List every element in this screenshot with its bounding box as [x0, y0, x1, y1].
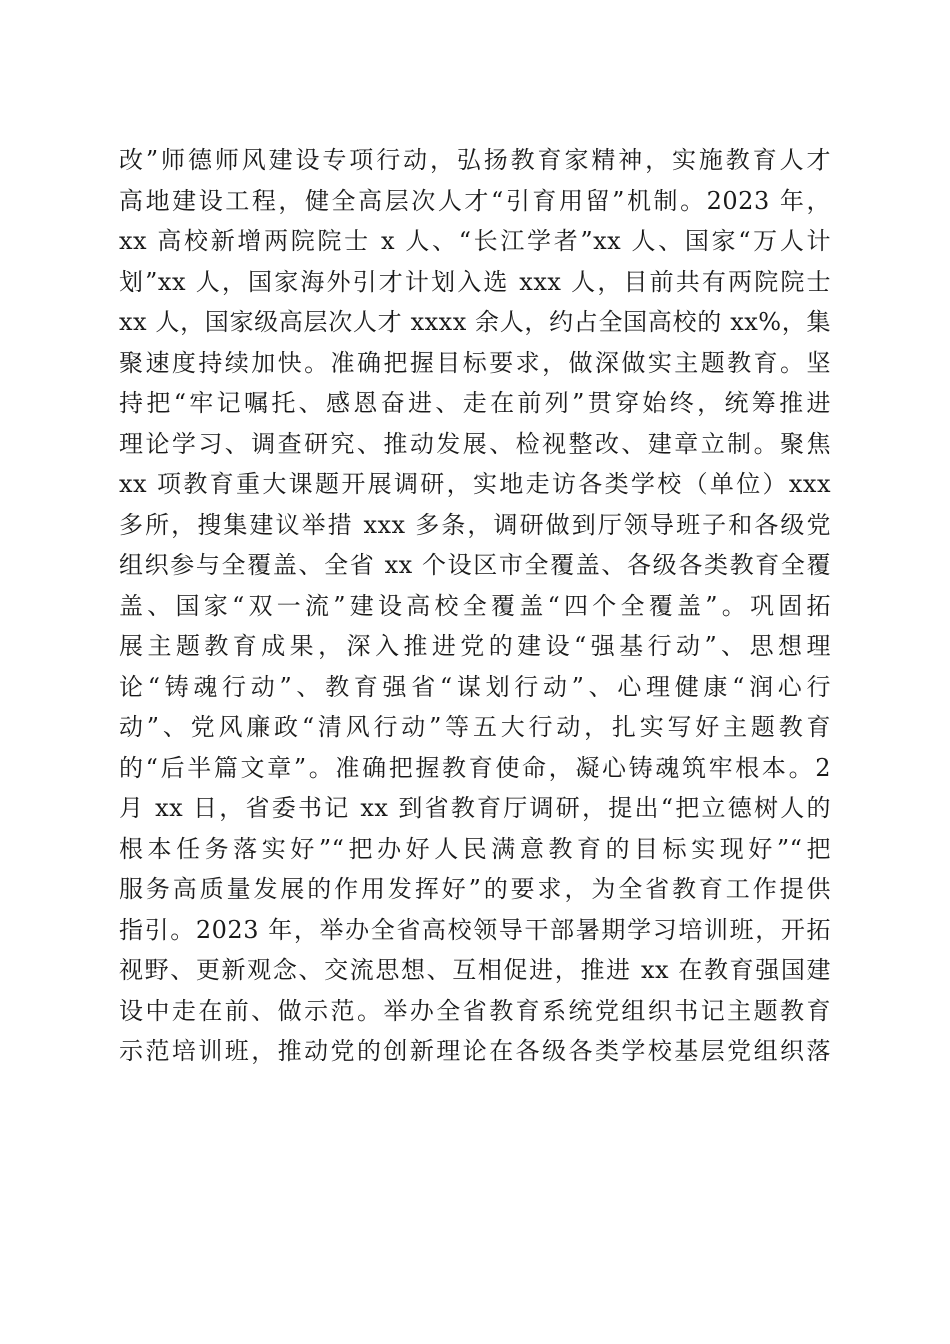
text-line-9: xx 项教育重大课题开展调研，实地走访各类学校（单位）xxx	[119, 470, 831, 498]
text-line-8: 理论学习、调查研究、推动发展、检视整改、建章立制。聚焦	[119, 429, 831, 458]
text-line-2: 高地建设工程，健全高层次人才“引育用留”机制。2023 年，	[119, 186, 831, 215]
text-line-1: 改”师德师风建设专项行动，弘扬教育家精神，实施教育人才	[119, 146, 831, 174]
text-line-19: 服务高质量发展的作用发挥好”的要求，为全省教育工作提供	[119, 875, 831, 903]
text-line-14: 论“铸魂行动”、教育强省“谋划行动”、心理健康“润心行	[119, 672, 831, 701]
text-line-3: xx 高校新增两院院士 x 人、“长江学者”xx 人、国家“万人计	[119, 227, 831, 255]
text-line-22: 设中走在前、做示范。举办全省教育系统党组织书记主题教育	[119, 996, 831, 1025]
text-line-7: 持把“牢记嘱托、感恩奋进、走在前列”贯穿始终，统筹推进	[119, 389, 831, 417]
text-line-11: 组织参与全覆盖、全省 xx 个设区市全覆盖、各级各类教育全覆	[119, 551, 831, 579]
text-line-21: 视野、更新观念、交流思想、互相促进，推进 xx 在教育强国建	[119, 956, 831, 984]
text-line-18: 根本任务落实好”“把办好人民满意教育的目标实现好”“把	[119, 834, 831, 863]
text-line-23: 示范培训班，推动党的创新理论在各级各类学校基层党组织落	[119, 1037, 831, 1065]
text-line-17: 月 xx 日，省委书记 xx 到省教育厅调研，提出“把立德树人的	[119, 794, 831, 822]
text-line-20: 指引。2023 年，举办全省高校领导干部暑期学习培训班，开拓	[119, 915, 831, 944]
text-line-5: xx 人，国家级高层次人才 xxxx 余人，约占全国高校的 xx%，集	[119, 308, 831, 336]
body-paragraph	[119, 140, 831, 1072]
text-line-12: 盖、国家“双一流”建设高校全覆盖“四个全覆盖”。巩固拓	[119, 591, 831, 620]
text-line-10: 多所，搜集建议举措 xxx 多条，调研做到厅领导班子和各级党	[119, 510, 831, 539]
text-line-15: 动”、党风廉政“清风行动”等五大行动，扎实写好主题教育	[119, 713, 831, 741]
text-line-13: 展主题教育成果，深入推进党的建设“强基行动”、思想理	[119, 632, 831, 660]
text-line-4: 划”xx 人，国家海外引才计划入选 xxx 人，目前共有两院院士	[119, 267, 831, 296]
text-line-16: 的“后半篇文章”。准确把握教育使命，凝心铸魂筑牢根本。2	[119, 753, 831, 782]
text-line-6: 聚速度持续加快。准确把握目标要求，做深做实主题教育。坚	[119, 348, 831, 377]
